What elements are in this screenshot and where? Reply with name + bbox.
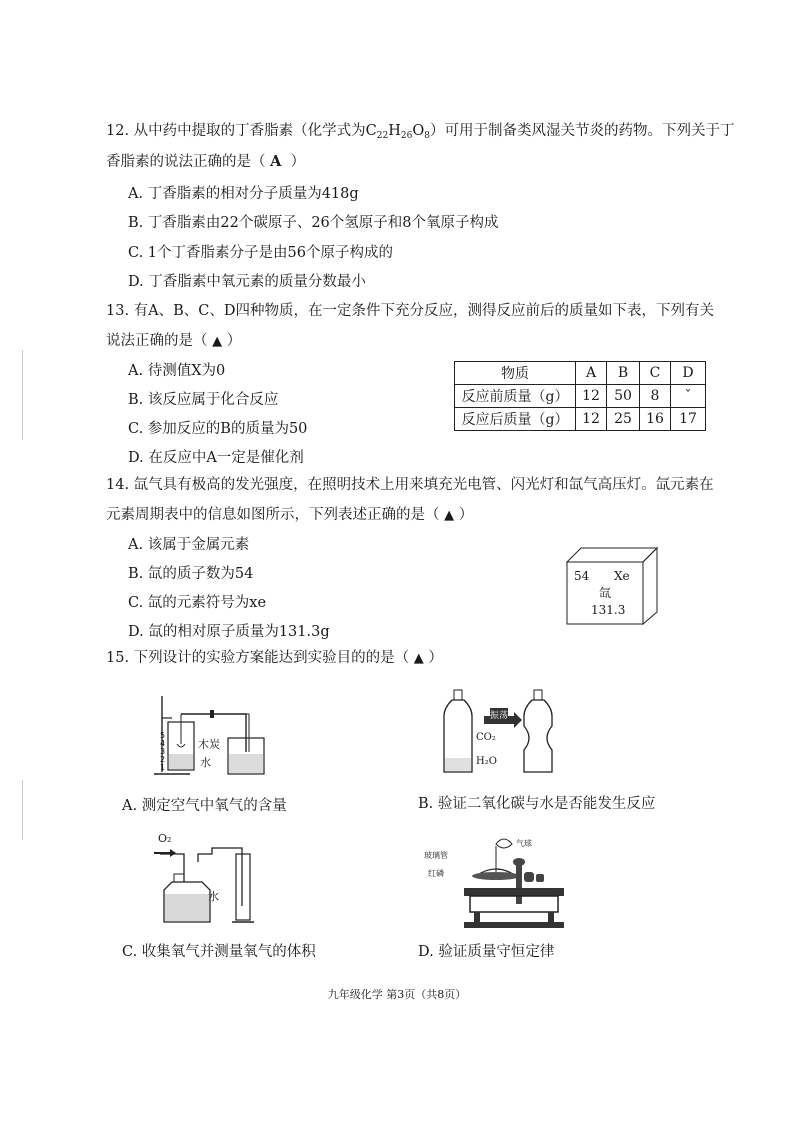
table-cell: 反应前质量（g） [455, 385, 576, 408]
q14-stem: 14. 氙气具有极高的发光强度，在照明技术上用来填充光电管、闪光灯和氙气高压灯。氙元素在 [106, 477, 714, 493]
table-row [455, 408, 706, 431]
volume-scale: 5 4 3 2 1 [160, 731, 166, 772]
q12-formula: $C_{22}H_{26}O_8$ [365, 123, 430, 141]
label-co2: CO₂ [476, 732, 496, 743]
label-shake: 振荡 [490, 708, 508, 721]
q13-option-b: B. 该反应属于化合反应 [128, 392, 279, 408]
table-cell: D [671, 362, 706, 385]
element-card [563, 546, 659, 626]
q13-option-a: A. 待测值X为0 [128, 363, 226, 379]
q14-option-b: B. 氙的质子数为54 [128, 566, 254, 582]
q12-option-c: C. 1个丁香脂素分子是由56个原子构成的 [128, 245, 393, 261]
q14-stem-line2: 元素周期表中的信息如图所示，下列表述正确的是（ ▲ ） [106, 507, 474, 523]
scan-edge-line [22, 780, 23, 840]
label-balloon: 气球 [516, 839, 532, 848]
answer-triangle: ▲ [413, 651, 424, 666]
table-cell: A [576, 362, 607, 385]
table-cell: 反应后质量（g） [455, 408, 576, 431]
q13-option-d: D. 在反应中A一定是催化剂 [128, 450, 304, 466]
table-row [455, 385, 706, 408]
answer-triangle: ▲ [212, 334, 223, 349]
element-atomic-number: 54 [574, 569, 590, 583]
table-cell: 16 [640, 408, 671, 431]
q14-option-a: A. 该属于金属元素 [128, 537, 250, 553]
element-mass: 131.3 [591, 603, 626, 617]
table-cell: B [607, 362, 640, 385]
q14-option-c: C. 氙的元素符号为xe [128, 595, 267, 611]
q12-option-b: B. 丁香脂素由22个碳原子、26个氢原子和8个氧原子构成 [128, 215, 499, 231]
label-water: 水 [208, 890, 219, 903]
q15-stem: 15. 下列设计的实验方案能达到实验目的的是（ ▲ ） [106, 650, 443, 666]
label-charcoal: 木炭 [198, 738, 220, 751]
table-cell: C [640, 362, 671, 385]
gas-collection-icon [150, 832, 270, 926]
q13-stem-line2: 说法正确的是（ ▲ ） [106, 333, 242, 349]
q14-option-d: D. 氙的相对原子质量为131.3g [128, 624, 330, 640]
table-header-row [455, 362, 706, 385]
table-cell: 12 [576, 408, 607, 431]
label-h2o: H₂O [476, 756, 497, 767]
figure-d-apparatus [424, 836, 564, 930]
q12-option-a: A. 丁香脂素的相对分子质量为418g [128, 186, 359, 202]
element-symbol: Xe [614, 569, 630, 583]
figure-d-caption: D. 验证质量守恒定律 [418, 944, 555, 960]
table-cell: 50 [607, 385, 640, 408]
label-water: 水 [200, 756, 211, 769]
q12-option-d: D. 丁香脂素中氧元素的质量分数最小 [128, 274, 366, 290]
figure-b-apparatus [438, 686, 560, 778]
answer-mark: A [270, 153, 282, 170]
q13-stem: 13. 有A、B、C、D四种物质，在一定条件下充分反应，测得反应前后的质量如下表，下列有关 [106, 303, 715, 319]
table-cell: 8 [640, 385, 671, 408]
q12-stem-line2: 香脂素的说法正确的是（ A ） [106, 153, 306, 170]
answer-triangle: ▲ [444, 508, 455, 523]
table-cell: ˇ [671, 385, 706, 408]
figure-c-caption: C. 收集氧气并测量氧气的体积 [122, 944, 316, 960]
label-o2: O₂ [158, 832, 172, 845]
label-red-phosphorus: 红磷 [428, 869, 444, 878]
element-name: 氙 [599, 586, 612, 600]
page-footer: 九年级化学 第3页（共8页） [327, 988, 467, 1001]
figure-a-apparatus [150, 692, 270, 784]
q13-option-c: C. 参加反应的B的质量为50 [128, 421, 308, 437]
figure-a-caption: A. 测定空气中氧气的含量 [122, 798, 287, 814]
figure-b-caption: B. 验证二氧化碳与水是否能发生反应 [418, 796, 656, 812]
q12-stem: 12. 从中药中提取的丁香脂素（化学式为$C_{22}H_{26}O_8$）可用于制备类风湿关节炎的药物。下列关于丁 [106, 123, 735, 141]
scan-edge-line [22, 350, 23, 440]
table-cell: 25 [607, 408, 640, 431]
table-cell: 物质 [455, 362, 576, 385]
table-cell: 12 [576, 385, 607, 408]
bottles-shake-icon [438, 686, 560, 778]
mass-table [454, 361, 706, 431]
table-cell: 17 [671, 408, 706, 431]
figure-c-apparatus [150, 832, 270, 926]
label-glass-tube: 玻璃管 [424, 851, 448, 860]
